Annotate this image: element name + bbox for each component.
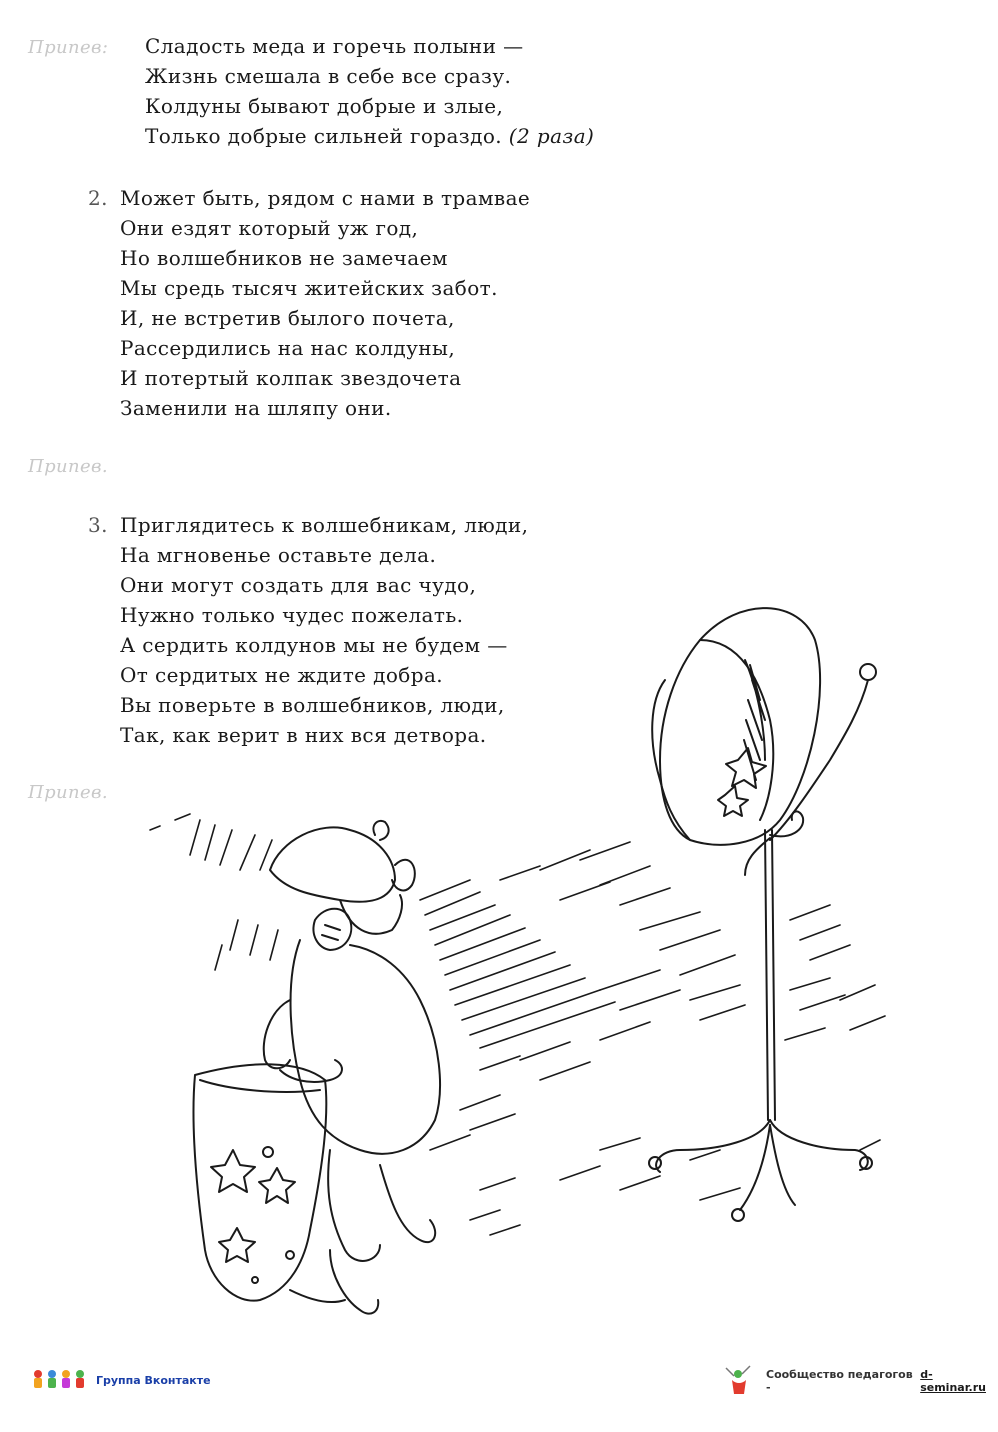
chorus-label: Припев:: [28, 37, 109, 58]
chorus-line: Колдуны бывают добрые и злые,: [145, 94, 504, 118]
gnome-coat-stand-illustration: [135, 600, 895, 1340]
kids-logo-icon: [30, 1368, 88, 1392]
gnome-figure: [264, 821, 440, 1314]
chorus-line: Только добрые сильней гораздо. (2 раза): [145, 124, 595, 148]
verse-2: 2. Может быть, рядом с нами в трамвае Они ездят который уж год, Но волшебников не замечаем Мы средь тысяч житейских забот. И, не встретив былого почета, Рассердились на нас колдуны, И потертый колпак звездочета Заменили на шляпу они.: [88, 183, 530, 423]
verse-3: 3. Приглядитесь к волшебникам, люди, На мгновенье оставьте дела. Они могут создать для вас чудо, Нужно только чудес пожелать. А сердить колдунов мы не будем — От сердитых не ждите добра. Вы поверьте в волшебников, люди, Так, как верит в них вся детвора.: [88, 510, 528, 750]
teacher-community-logo-icon: [720, 1362, 758, 1400]
verse-number: 2.: [88, 186, 108, 210]
refrain-marker: Припев.: [28, 782, 109, 803]
chorus-line: Припев: Сладость меда и горечь полыни —: [28, 31, 594, 61]
verse-number: 3.: [88, 513, 108, 537]
vk-group-link[interactable]: Группа Вконтакте: [96, 1373, 211, 1387]
repeat-note: (2 раза): [508, 124, 595, 148]
chorus: [28, 31, 594, 151]
footer-left: [30, 1368, 211, 1392]
refrain-marker: Припев.: [28, 456, 109, 477]
chorus-line: Жизнь смешала в себе все сразу.: [145, 64, 512, 88]
d-seminar-link[interactable]: d-seminar.ru: [920, 1368, 986, 1394]
star-bag: [193, 1064, 345, 1302]
community-text: Сообщество педагогов -: [766, 1368, 913, 1394]
footer-right: [720, 1362, 998, 1400]
